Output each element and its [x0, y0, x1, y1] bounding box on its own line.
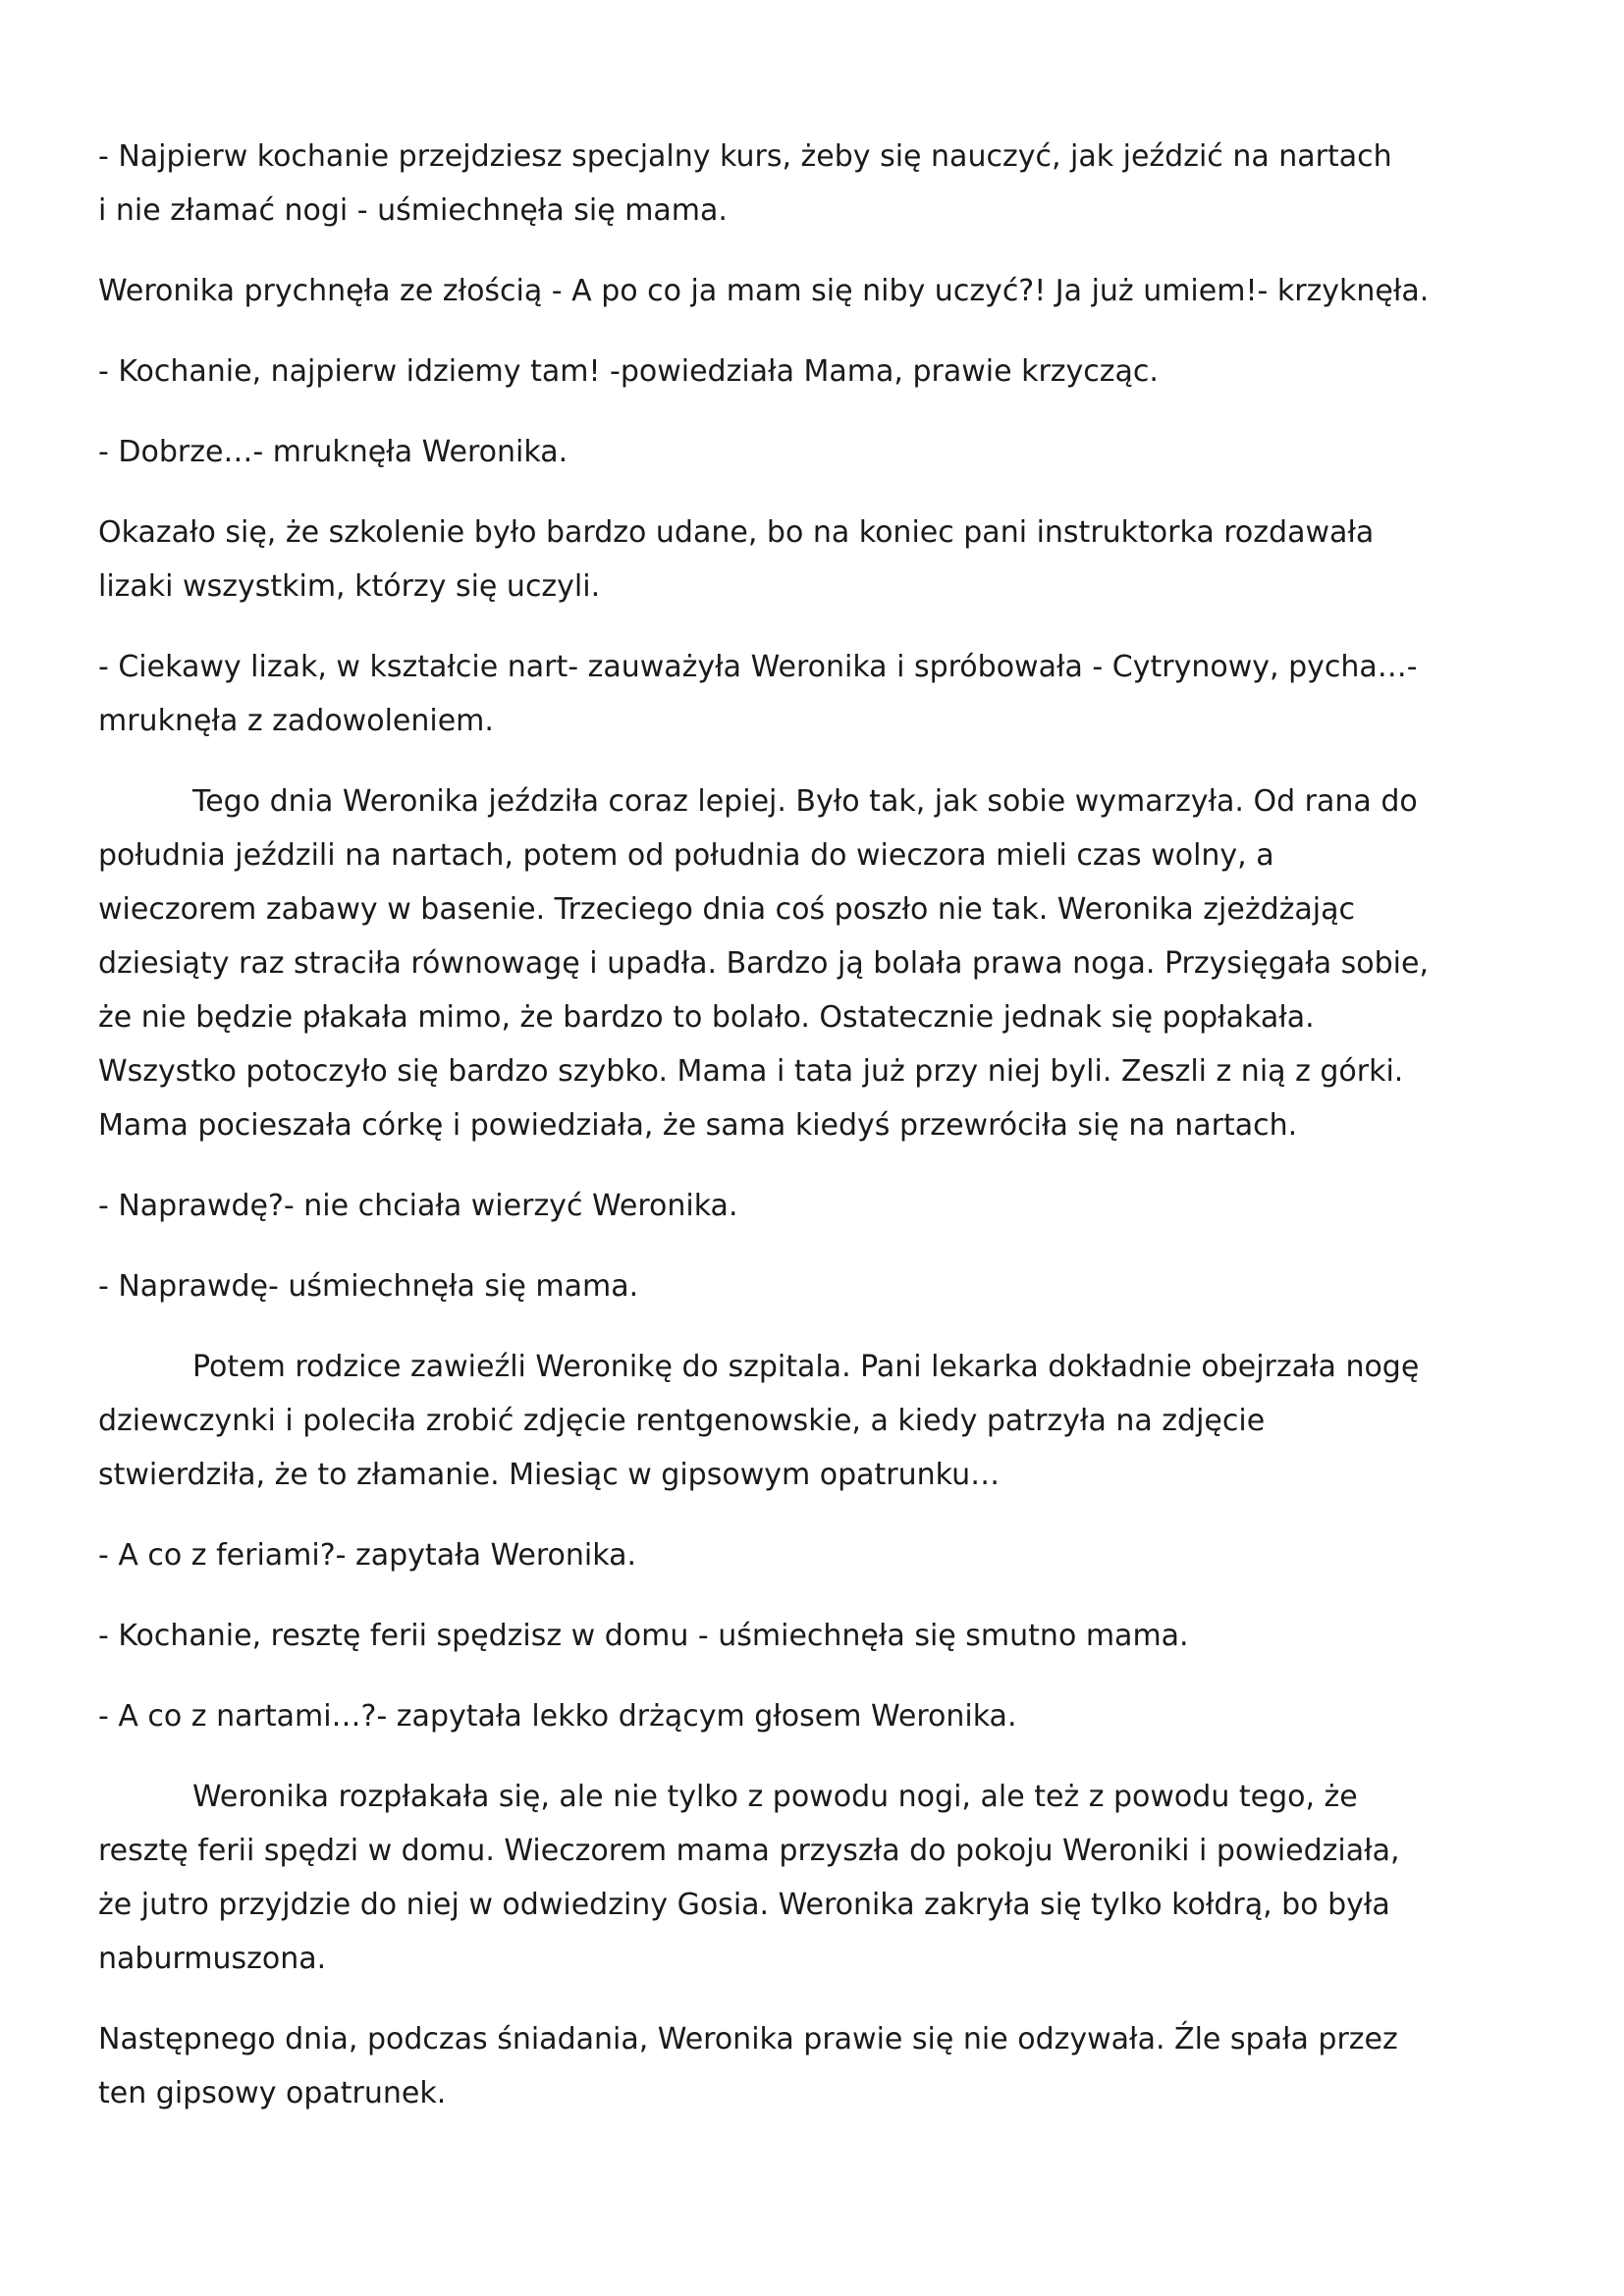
text-line: Okazało się, że szkolenie było bardzo udane, bo na koniec pani instruktorka rozdawała — [98, 515, 1375, 550]
paragraph — [98, 1770, 1532, 1986]
paragraph — [98, 506, 1532, 614]
text-line: - A co z nartami…?- zapytała lekko drżącym głosem Weronika. — [98, 1699, 1017, 1734]
text-line: Tego dnia Weronika jeździła coraz lepiej. Było tak, jak sobie wymarzyła. Od rana do — [192, 784, 1418, 819]
text-line: - Naprawdę- uśmiechnęła się mama. — [98, 1269, 639, 1304]
text-line: dziesiąty raz straciła równowagę i upadła. Bardzo ją bolała prawa noga. Przysięgała sobie, — [98, 946, 1429, 981]
text-line: Weronika prychnęła ze złością - A po co ja mam się niby uczyć?! Ja już umiem!- krzyknęła. — [98, 274, 1430, 308]
text-line: - Naprawdę?- nie chciała wierzyć Weronika. — [98, 1189, 738, 1223]
text-line: lizaki wszystkim, którzy się uczyli. — [98, 569, 601, 604]
text-line: - Najpierw kochanie przejdziesz specjalny kurs, żeby się nauczyć, jak jeździć na nartach — [98, 139, 1392, 174]
text-line: mruknęła z zadowoleniem. — [98, 704, 494, 738]
text-line: Potem rodzice zawieźli Weronikę do szpitala. Pani lekarka dokładnie obejrzała nogę — [192, 1350, 1420, 1384]
paragraph — [98, 1689, 1532, 1743]
text-line: resztę ferii spędzi w domu. Wieczorem mama przyszła do pokoju Weroniki i powiedziała, — [98, 1834, 1400, 1868]
text-line: Weronika rozpłakała się, ale nie tylko z powodu nogi, ale też z powodu tego, że — [192, 1780, 1358, 1814]
text-line: dziewczynki i poleciła zrobić zdjęcie rentgenowskie, a kiedy patrzyła na zdjęcie — [98, 1404, 1266, 1438]
text-line: stwierdziła, że to złamanie. Miesiąc w gipsowym opatrunku… — [98, 1458, 1001, 1492]
paragraph — [98, 1179, 1532, 1233]
text-line: że nie będzie płakała mimo, że bardzo to bolało. Ostatecznie jednak się popłakała. — [98, 1000, 1315, 1035]
text-line: - Ciekawy lizak, w kształcie nart- zauważyła Weronika i spróbowała - Cytrynowy, pycha…- — [98, 650, 1418, 684]
paragraph — [98, 1609, 1532, 1663]
paragraph — [98, 774, 1532, 1152]
text-line: Wszystko potoczyło się bardzo szybko. Mama i tata już przy niej byli. Zeszli z nią z górki. — [98, 1054, 1404, 1089]
paragraph — [98, 2012, 1532, 2120]
paragraph — [98, 345, 1532, 399]
paragraph — [98, 130, 1532, 238]
text-line: - Dobrze…- mruknęła Weronika. — [98, 435, 568, 469]
paragraph — [98, 1259, 1532, 1313]
text-line: naburmuszona. — [98, 1942, 327, 1976]
text-line: wieczorem zabawy w basenie. Trzeciego dnia coś poszło nie tak. Weronika zjeżdżając — [98, 892, 1355, 927]
paragraph — [98, 1340, 1532, 1502]
text-line: - Kochanie, resztę ferii spędzisz w domu - uśmiechnęła się smutno mama. — [98, 1619, 1189, 1653]
text-line: - Kochanie, najpierw idziemy tam! -powiedziała Mama, prawie krzycząc. — [98, 354, 1159, 389]
paragraph — [98, 425, 1532, 479]
text-line: Następnego dnia, podczas śniadania, Weronika prawie się nie odzywała. Źle spała przez — [98, 2022, 1398, 2056]
text-line: - A co z feriami?- zapytała Weronika. — [98, 1538, 637, 1573]
text-line: i nie złamać nogi - uśmiechnęła się mama. — [98, 193, 728, 228]
text-line: ten gipsowy opatrunek. — [98, 2076, 447, 2110]
text-line: południa jeździli na nartach, potem od południa do wieczora mieli czas wolny, a — [98, 838, 1274, 873]
paragraph — [98, 1528, 1532, 1582]
text-line: że jutro przyjdzie do niej w odwiedziny Gosia. Weronika zakryła się tylko kołdrą, bo była — [98, 1888, 1390, 1922]
document-body — [98, 130, 1532, 2147]
text-line: Mama pocieszała córkę i powiedziała, że sama kiedyś przewróciła się na nartach. — [98, 1108, 1298, 1143]
paragraph — [98, 640, 1532, 748]
paragraph — [98, 264, 1532, 318]
